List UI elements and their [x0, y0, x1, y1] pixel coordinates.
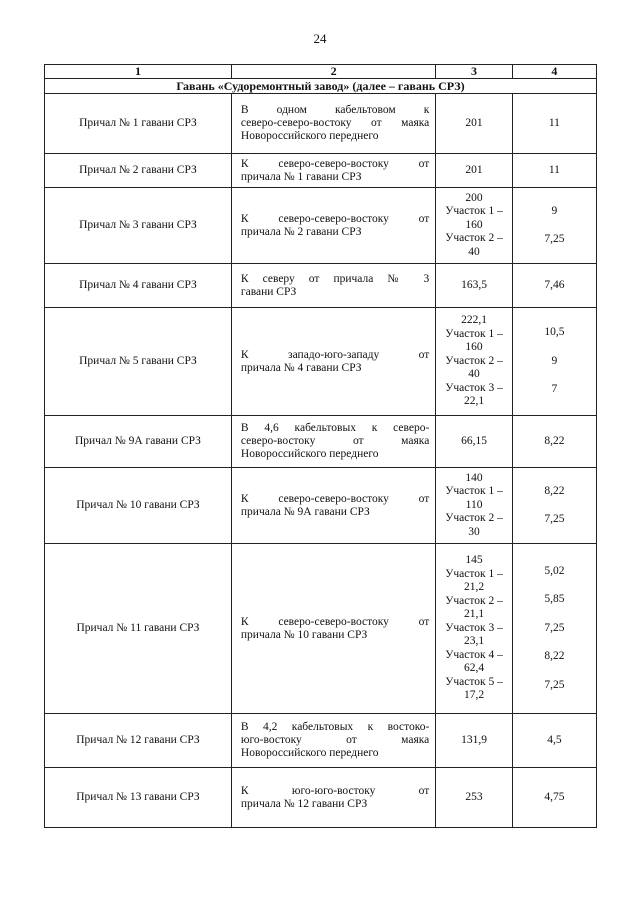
- berth-location: [231, 768, 435, 828]
- location-line: Новороссийского переднего: [240, 448, 379, 460]
- length-line: Участок 5 –: [445, 675, 503, 688]
- location-line: В 4,6 кабельтовых к северо-: [240, 422, 430, 434]
- length-line: Участок 4 –: [445, 648, 503, 661]
- location-line: К юго-юго-востоку от: [240, 784, 430, 797]
- location-line: причала № 2 гавани СРЗ: [240, 225, 362, 238]
- length-line: Участок 3 –: [445, 381, 503, 394]
- table-row: [45, 416, 597, 468]
- length-line: 200: [465, 191, 483, 204]
- berth-depth: [512, 544, 596, 714]
- berth-name: Причал № 5 гавани СРЗ: [45, 308, 232, 416]
- length-line: Участок 1 –: [445, 327, 503, 340]
- depth-value: 9: [551, 354, 558, 367]
- location-line: северо-востоку от маяка: [240, 435, 430, 447]
- depth-value: 7,25: [544, 233, 565, 245]
- berth-location: [231, 94, 435, 154]
- location-line: причала № 1 гавани СРЗ: [240, 170, 362, 183]
- table-row: [45, 154, 597, 188]
- column-header-2: 2: [231, 65, 435, 79]
- table-row: [45, 768, 597, 828]
- depth-value: 8,22: [544, 650, 565, 663]
- table-row: [45, 544, 597, 714]
- berth-depth: [512, 768, 596, 828]
- depth-value: 8,22: [544, 484, 565, 497]
- depth-value: 5,02: [544, 564, 565, 577]
- length-line: 140: [465, 471, 483, 484]
- depth-value: 11: [548, 116, 560, 129]
- berth-name: Причал № 12 гавани СРЗ: [45, 714, 232, 768]
- location-line: юго-востоку от маяка: [240, 734, 430, 746]
- length-line: 163,5: [461, 278, 487, 291]
- table-row: [45, 188, 597, 264]
- page-number: 24: [313, 31, 327, 46]
- length-line: Участок 1 –: [445, 485, 503, 498]
- berth-name: Причал № 13 гавани СРЗ: [45, 768, 232, 828]
- length-line: 222,1: [461, 314, 487, 327]
- location-line: К северо-северо-востоку от: [240, 615, 430, 628]
- depth-value: 8,22: [544, 434, 565, 447]
- length-line: 110: [465, 498, 483, 511]
- berth-name: Причал № 4 гавани СРЗ: [45, 264, 232, 308]
- berth-length: [436, 308, 513, 416]
- berth-location: [231, 544, 435, 714]
- location-line: причала № 9А гавани СРЗ: [240, 505, 370, 518]
- length-line: Участок 2 –: [445, 594, 503, 607]
- location-line: причала № 4 гавани СРЗ: [240, 361, 362, 374]
- berth-depth: [512, 154, 596, 188]
- length-line: 160: [465, 218, 483, 231]
- depth-value: 4,75: [544, 790, 565, 803]
- location-line: В 4,2 кабельтовых к востоко-: [240, 721, 430, 733]
- table-row: [45, 714, 597, 768]
- location-line: северо-северо-востоку от маяка: [240, 117, 430, 129]
- length-line: Участок 3 –: [445, 621, 503, 634]
- length-line: 253: [465, 790, 483, 803]
- berth-length: [436, 416, 513, 468]
- berth-location: [231, 416, 435, 468]
- berth-name: Причал № 10 гавани СРЗ: [45, 468, 232, 544]
- length-line: 30: [468, 525, 480, 538]
- depth-value: 4,5: [547, 733, 562, 746]
- length-line: Участок 2 –: [445, 232, 503, 245]
- depth-value: 7,46: [544, 278, 565, 291]
- location-line: Новороссийского переднего: [240, 130, 379, 142]
- depth-value: 7,25: [544, 678, 565, 691]
- table-row: [45, 308, 597, 416]
- depth-value: 10,5: [544, 326, 565, 339]
- location-line: В одном кабельтовом к: [240, 104, 430, 116]
- location-line: К западо-юго-западу от: [240, 348, 430, 361]
- berth-length: [436, 94, 513, 154]
- berth-depth: [512, 308, 596, 416]
- berth-location: [231, 154, 435, 188]
- berth-length: [436, 188, 513, 264]
- location-line: причала № 12 гавани СРЗ: [240, 797, 368, 810]
- section-title: Гавань «Судоремонтный завод» (далее – гавань СРЗ): [45, 79, 597, 94]
- length-line: 201: [465, 163, 483, 176]
- header-row: [45, 65, 597, 79]
- berth-depth: [512, 94, 596, 154]
- berth-name: Причал № 3 гавани СРЗ: [45, 188, 232, 264]
- length-line: 21,1: [463, 608, 485, 621]
- location-line: К северо-северо-востоку от: [240, 492, 430, 505]
- length-line: 17,2: [463, 689, 485, 702]
- length-line: 23,1: [463, 635, 485, 648]
- berth-name: Причал № 1 гавани СРЗ: [45, 94, 232, 154]
- depth-value: 5,85: [544, 593, 565, 606]
- berth-length: [436, 714, 513, 768]
- column-header-4: 4: [512, 65, 596, 79]
- column-header-1: 1: [45, 65, 232, 79]
- table-row: [45, 264, 597, 308]
- length-line: 22,1: [463, 395, 485, 408]
- location-line: К северо-северо-востоку от: [240, 212, 430, 225]
- location-line: К северу от причала № 3: [240, 272, 430, 285]
- length-line: 201: [465, 116, 483, 129]
- column-header-3: 3: [436, 65, 513, 79]
- length-line: 145: [465, 554, 483, 567]
- berths-table: [44, 64, 597, 828]
- berth-depth: [512, 714, 596, 768]
- berth-depth: [512, 188, 596, 264]
- berth-length: [436, 468, 513, 544]
- berth-name: Причал № 2 гавани СРЗ: [45, 154, 232, 188]
- length-line: Участок 1 –: [445, 567, 503, 580]
- table-row: [45, 468, 597, 544]
- depth-value: 7: [551, 383, 558, 396]
- length-line: Участок 1 –: [445, 205, 503, 218]
- length-line: 21,2: [463, 581, 485, 594]
- depth-value: 11: [548, 163, 560, 176]
- length-line: Участок 2 –: [445, 512, 503, 525]
- berth-name: Причал № 11 гавани СРЗ: [45, 544, 232, 714]
- length-line: 62,4: [463, 662, 485, 675]
- berth-location: [231, 308, 435, 416]
- length-line: 66,15: [461, 434, 487, 447]
- berth-depth: [512, 416, 596, 468]
- berth-location: [231, 264, 435, 308]
- depth-value: 7,25: [544, 621, 565, 634]
- table-row: [45, 94, 597, 154]
- location-line: К северо-северо-востоку от: [240, 157, 430, 170]
- berth-length: [436, 154, 513, 188]
- berth-length: [436, 768, 513, 828]
- berth-location: [231, 468, 435, 544]
- berth-length: [436, 264, 513, 308]
- length-line: 160: [465, 341, 483, 354]
- location-line: Новороссийского переднего: [240, 747, 379, 759]
- length-line: 131,9: [461, 733, 487, 746]
- berth-location: [231, 188, 435, 264]
- length-line: 40: [468, 245, 480, 258]
- section-row: [45, 79, 597, 94]
- berth-name: Причал № 9А гавани СРЗ: [45, 416, 232, 468]
- berth-depth: [512, 264, 596, 308]
- depth-value: 9: [551, 204, 558, 217]
- location-line: причала № 10 гавани СРЗ: [240, 628, 368, 641]
- length-line: Участок 2 –: [445, 354, 503, 367]
- berth-depth: [512, 468, 596, 544]
- depth-value: 7,25: [544, 513, 565, 525]
- berth-length: [436, 544, 513, 714]
- location-line: гавани СРЗ: [240, 285, 297, 298]
- length-line: 40: [468, 368, 480, 381]
- berth-location: [231, 714, 435, 768]
